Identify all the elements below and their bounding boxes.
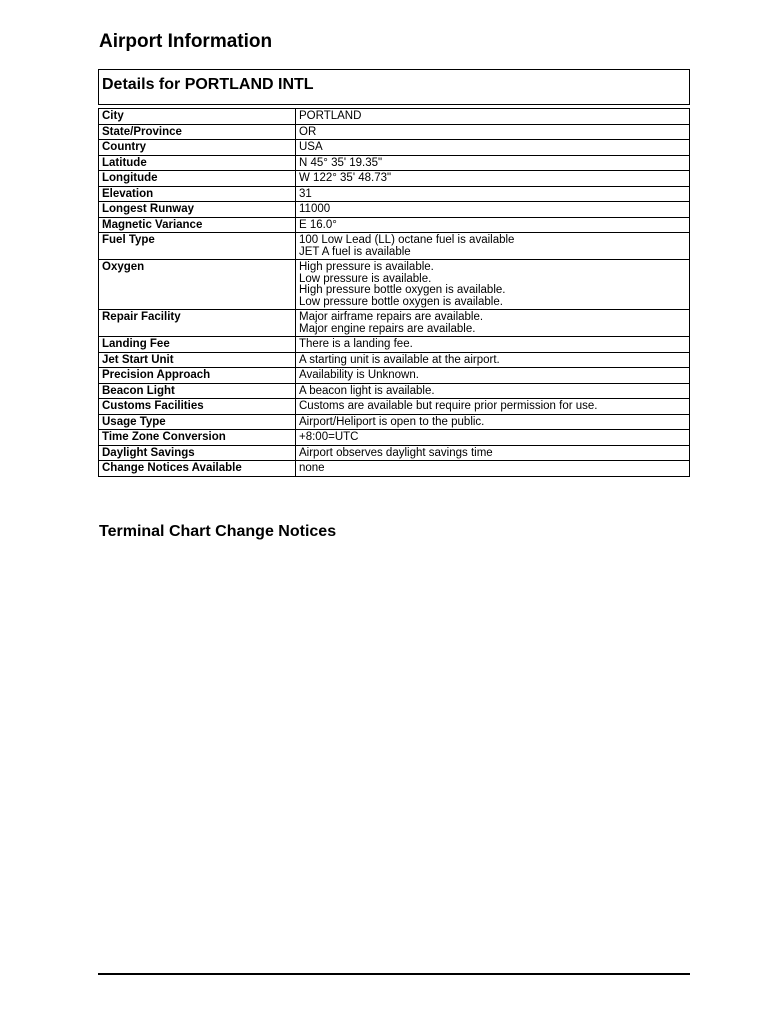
row-value-line: none — [299, 462, 325, 474]
row-label: Latitude — [99, 155, 296, 171]
row-label: Jet Start Unit — [99, 352, 296, 368]
table-row — [99, 171, 690, 187]
table-row — [99, 186, 690, 202]
row-value — [296, 352, 690, 368]
row-value-line: High pressure is available. — [299, 261, 434, 273]
table-row — [99, 109, 690, 125]
row-label: Magnetic Variance — [99, 217, 296, 233]
row-value — [296, 109, 690, 125]
row-label: State/Province — [99, 124, 296, 140]
table-row — [99, 260, 690, 310]
row-value — [296, 310, 690, 337]
row-value — [296, 399, 690, 415]
row-label: Longitude — [99, 171, 296, 187]
row-label: Landing Fee — [99, 337, 296, 353]
row-label: Time Zone Conversion — [99, 430, 296, 446]
terminal-chart-change-notices-title: Terminal Chart Change Notices — [99, 523, 337, 540]
row-value — [296, 414, 690, 430]
row-value — [296, 383, 690, 399]
row-label: Precision Approach — [99, 368, 296, 384]
row-value — [296, 445, 690, 461]
row-value — [296, 186, 690, 202]
table-row — [99, 202, 690, 218]
airport-info-table-body — [99, 109, 690, 477]
row-value-line: W 122° 35' 48.73" — [299, 172, 392, 184]
row-value-line: Major airframe repairs are available. — [299, 311, 484, 323]
row-label: City — [99, 109, 296, 125]
row-label: Daylight Savings — [99, 445, 296, 461]
page-title: Airport Information — [99, 31, 273, 52]
row-value-line: Airport observes daylight savings time — [299, 446, 493, 459]
row-value-line: Low pressure is available. — [299, 272, 432, 285]
row-value-line: N 45° 35' 19.35" — [299, 156, 383, 169]
row-label: Oxygen — [99, 260, 296, 310]
row-label: Repair Facility — [99, 310, 296, 337]
row-value — [296, 430, 690, 446]
row-value-line: Low pressure bottle oxygen is available. — [299, 295, 503, 308]
table-row — [99, 155, 690, 171]
row-value — [296, 140, 690, 156]
table-row — [99, 310, 690, 337]
row-value-line: Availability is Unknown. — [299, 369, 419, 381]
row-value-line: A starting unit is available at the airport. — [299, 353, 500, 366]
table-row — [99, 430, 690, 446]
row-label: Fuel Type — [99, 233, 296, 260]
row-value-line: High pressure bottle oxygen is available. — [299, 284, 506, 296]
row-value-line: Airport/Heliport is open to the public. — [299, 415, 485, 428]
row-label: Usage Type — [99, 414, 296, 430]
row-value — [296, 217, 690, 233]
row-value-line: 31 — [299, 187, 312, 200]
row-label: Country — [99, 140, 296, 156]
row-value-line: USA — [299, 141, 323, 153]
row-label: Change Notices Available — [99, 461, 296, 477]
row-value-line: 100 Low Lead (LL) octane fuel is available — [299, 234, 515, 246]
row-value-line: 11000 — [299, 203, 331, 215]
row-value — [296, 260, 690, 310]
row-value — [296, 124, 690, 140]
row-value — [296, 368, 690, 384]
row-value-line: A beacon light is available. — [299, 384, 435, 397]
row-label: Longest Runway — [99, 202, 296, 218]
table-row — [99, 414, 690, 430]
row-value-line: E 16.0° — [299, 218, 337, 231]
row-label: Elevation — [99, 186, 296, 202]
row-label: Beacon Light — [99, 383, 296, 399]
row-value — [296, 155, 690, 171]
table-row — [99, 461, 690, 477]
airport-details-panel — [98, 69, 690, 477]
table-row — [99, 368, 690, 384]
row-value-line: Customs are available but require prior permission for use. — [299, 400, 598, 412]
row-value-line: OR — [299, 125, 317, 138]
table-row — [99, 124, 690, 140]
row-value-line: There is a landing fee. — [299, 338, 413, 350]
row-value — [296, 171, 690, 187]
details-header: Details for PORTLAND INTL — [98, 69, 690, 105]
row-value — [296, 337, 690, 353]
table-row — [99, 337, 690, 353]
row-label: Customs Facilities — [99, 399, 296, 415]
row-value — [296, 202, 690, 218]
footer-rule — [98, 973, 690, 975]
table-row — [99, 233, 690, 260]
row-value — [296, 461, 690, 477]
row-value — [296, 233, 690, 260]
table-row — [99, 399, 690, 415]
table-row — [99, 445, 690, 461]
row-value-line: JET A fuel is available — [299, 245, 411, 258]
table-row — [99, 352, 690, 368]
row-value-line: PORTLAND — [299, 110, 362, 122]
row-value-line: +8:00=UTC — [299, 431, 359, 443]
table-row — [99, 217, 690, 233]
table-row — [99, 383, 690, 399]
row-value-line: Major engine repairs are available. — [299, 322, 476, 335]
table-row — [99, 140, 690, 156]
airport-info-table — [98, 108, 690, 477]
